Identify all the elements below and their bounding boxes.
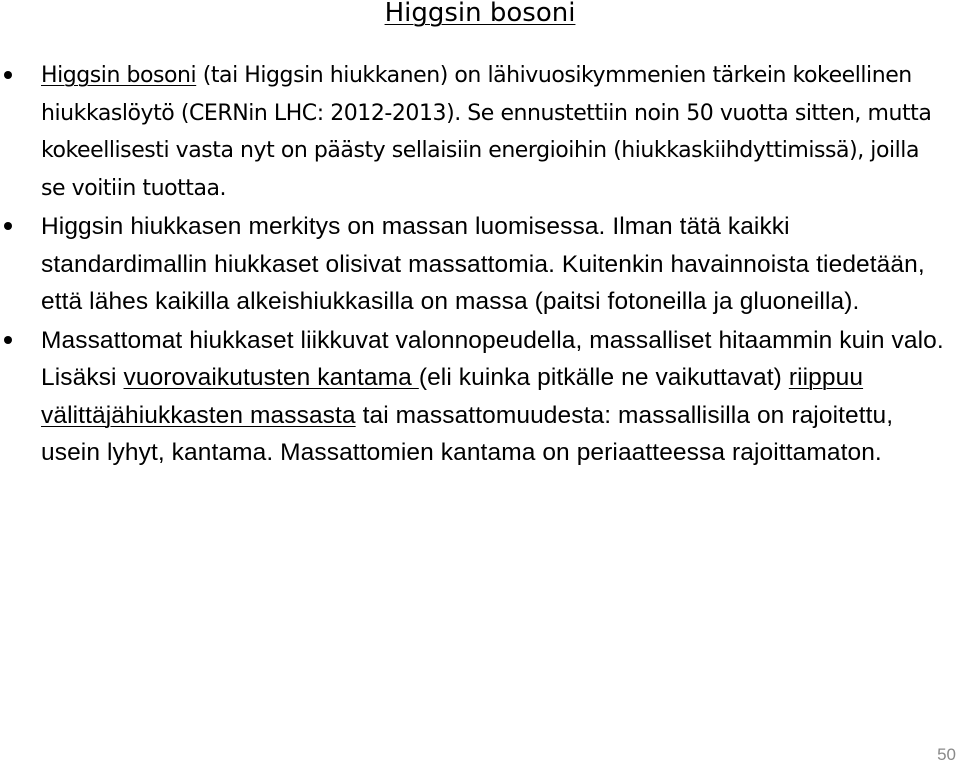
mediator-mass-link[interactable]: riippuu välittäjähiukkasten massasta bbox=[41, 364, 864, 429]
slide-title: Higgsin bosoni bbox=[384, 0, 576, 28]
bullet-higgs-discovery bbox=[0, 57, 960, 207]
bullet-dot-icon bbox=[4, 336, 12, 344]
bullet-3-text-2: (eli kuinka pitkälle ne vaikuttavat) bbox=[418, 364, 789, 391]
higgs-boson-link[interactable]: Higgsin bosoni bbox=[41, 63, 197, 88]
bullet-3-text-1: Massattomat hiukkaset liikkuvat valonnopeudella, massalliset hitaammin kuin valo. Lisäksi bbox=[41, 326, 944, 391]
bullet-mass-creation bbox=[0, 208, 960, 321]
interaction-range-link[interactable]: vuorovaikutusten kantama bbox=[123, 364, 419, 391]
bullet-2-text: Higgsin hiukkasen merkitys on massan luomisessa. Ilman tätä kaikki standardimallin hiukkaset olisivat massattomia. Kuitenkin havainnoista tiedetään, että lähes kaikilla alkeishiukkasilla on massa (paitsi fotoneilla ja gluoneilla). bbox=[41, 213, 925, 315]
bullet-dot-icon bbox=[4, 222, 12, 230]
bullet-1-text: (tai Higgsin hiukkanen) on lähivuosikymmenien tärkein kokeellinen hiukkaslöytö (CERNin LHC: 2012-2013). Se ennustettiin noin 50 vuotta sitten, mutta kokeellisesti vasta nyt on päästy sellaisiin energioihin (hiukkaskiihdyttimissä), joilla se voitiin tuottaa. bbox=[41, 63, 932, 201]
bullet-massless-particles bbox=[0, 322, 960, 472]
bullet-list bbox=[0, 57, 960, 472]
page-number: 50 bbox=[937, 745, 956, 764]
bullet-3-text-3: tai massattomuudesta: massallisilla on rajoitettu, usein lyhyt, kantama. Massattomien kantama on periaatteessa rajoittamaton. bbox=[41, 401, 894, 466]
bullet-dot-icon bbox=[4, 71, 12, 79]
